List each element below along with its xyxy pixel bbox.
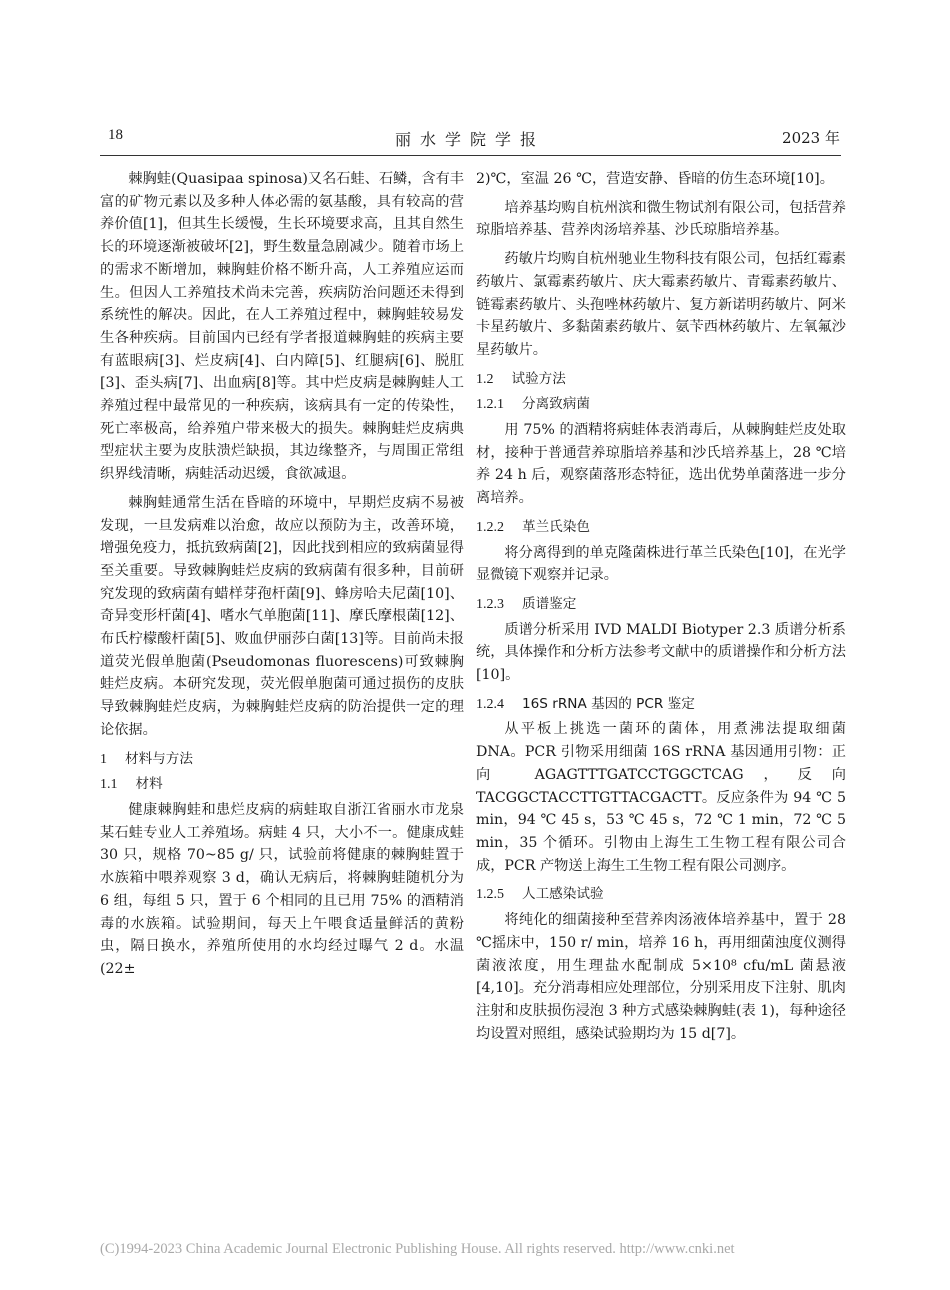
continued-paragraph: 2)℃，室温 26 ℃，营造安静、昏暗的仿生态环境[10]。 [476,171,834,187]
section-title: 材料与方法 [125,750,193,767]
section-number: 1.2 [476,371,494,387]
intro-paragraph-1: 棘胸蛙(Quasipaa spinosa)又名石蛙、石鳞，含有丰富的矿物元素以及多种人体必需的氨基酸，具有较高的营养价值[1]，但其生长缓慢，生长环境要求高，且其自然生长的环境逐渐被破坏[2]，野生数量急剧减少。随着市场上的需求不断增加，棘胸蛙价格不断升高，人工养殖应运而生。但因人工养殖技术尚未完善，疾病防治问题还未得到系统性的解决。因此，在人工养殖过程中，棘胸蛙较易发生各种疾病。目前国内已经有学者报道棘胸蛙的疾病主要有蓝眼病[3]、烂皮病[4]、白内障[5]、红腿病[6]、脱肛[3]、歪头病[7]、出血病[8]等。其中烂皮病是棘胸蛙人工养殖过程中最常见的一种疾病，该病具有一定的传染性，死亡率极高，给养殖户带来极大的损失。棘胸蛙烂皮病典型症状主要为皮肤溃烂缺损，其边缘整齐，与周围正常组织界线清晰，病蛙活动迟缓，食欲减退。 [100,171,464,483]
infection-paragraph: 将纯化的细菌接种至营养肉汤液体培养基中，置于 28 ℃摇床中，150 r/ min，培养 16 h，再用细菌浊度仪测得菌液浓度，用生理盐水配制成 5×10⁸ cfu/mL 菌悬液[4,10]。充分消毒相应处理部位，分别采用皮下注射、肌肉注射和皮肤损伤浸泡 3 种方式感染棘胸蛙(表 1)，每种途径均设置对照组，感染试验期均为 15 d[7]。 [476,912,846,1042]
antibiotic-disks-paragraph: 药敏片均购自杭州驰业生物科技有限公司，包括红霉素药敏片、氯霉素药敏片、庆大霉素药敏片、青霉素药敏片、链霉素药敏片、头孢唑林药敏片、复方新诺明药敏片、阿米卡星药敏片、多黏菌素药敏片、氨苄西林药敏片、左氧氟沙星药敏片。 [476,251,846,358]
section-number: 1.2.1 [476,397,504,413]
section-heading-1-2-4 [476,693,846,717]
section-heading-1-2-5 [476,883,846,907]
section-number: 1.2.4 [476,696,504,712]
section-number: 1 [100,751,107,767]
section-title: 材料 [135,776,163,793]
mass-spec-paragraph: 质谱分析采用 IVD MALDI Biotyper 2.3 质谱分析系统，具体操作和分析方法参考文献中的质谱操作和分析方法[10]。 [476,621,846,684]
left-column [100,168,464,1208]
journal-title: 丽水学院学报 [394,130,545,149]
running-header [100,127,840,151]
materials-paragraph: 健康棘胸蛙和患烂皮病的病蛙取自浙江省丽水市龙泉某石蛙专业人工养殖场。病蛙 4 只，大小不一。健康成蛙 30 只，规格 70~85 g/ 只，试验前将健康的棘胸蛙置于水族箱中喂养观察 3 d，确认无病后，将棘胸蛙随机分为 6 组，每组 5 只，置于 6 个相同的且已用 75% 的酒精消毒的水族箱。试验期间，每天上午喂食适量鲜活的黄粉虫，隔日换水，养殖所使用的水均经过曝气 2 d。水温(22± [100,801,464,977]
section-number: 1.2.2 [476,519,504,535]
section-title: 质谱鉴定 [522,595,577,612]
publication-year: 2023 年 [782,129,840,147]
intro-paragraph-2: 棘胸蛙通常生活在昏暗的环境中，早期烂皮病不易被发现，一旦发病难以治愈，故应以预防为主，改善环境，增强免疫力，抵抗致病菌[2]，因此找到相应的致病菌显得至关重要。导致棘胸蛙烂皮病的致病菌有很多种，目前研究发现的致病菌有蜡样芽孢杆菌[9]、蜂房哈夫尼菌[10]、奇异变形杆菌[4]、嗜水气单胞菌[11]、摩氏摩根菌[12]、布氏柠檬酸杆菌[5]、败血伊丽莎白菌[13]等。目前尚未报道荧光假单胞菌(Pseudomonas fluorescens)可致棘胸蛙烂皮病。本研究发现，荧光假单胞菌可通过损伤的皮肤导致棘胸蛙烂皮病，为棘胸蛙烂皮病的防治提供一定的理论依据。 [100,494,464,738]
section-title: 试验方法 [511,370,566,387]
section-heading-1-2-2 [476,516,846,540]
section-number: 1.2.5 [476,887,504,903]
gram-stain-paragraph: 将分离得到的单克隆菌株进行革兰氏染色[10]，在光学显微镜下观察并记录。 [476,544,846,584]
section-title: 分离致病菌 [522,396,590,413]
section-heading-1-2-1 [476,393,846,417]
right-column [476,168,846,1208]
section-number: 1.2.3 [476,596,504,612]
section-number: 1.1 [100,777,118,793]
page-number: 18 [108,127,123,143]
section-heading-1-2 [476,368,846,392]
pcr-paragraph: 从平板上挑选一菌环的菌体，用煮沸法提取细菌 DNA。PCR 引物采用细菌 16S rRNA 基因通用引物：正向 AGAGTTTGATCCTGGCTCAG，反向 TACGGCTACCTTGTTACGACTT。反应条件为 94 ℃ 5 min，94 ℃ 45 s，53 ℃ 45 s，72 ℃ 1 min，72 ℃ 5 min，35 个循环。引物由上海生工生物工程有限公司合成，PCR 产物送上海生工生物工程有限公司测序。 [476,721,846,874]
isolation-paragraph: 用 75% 的酒精将病蛙体表消毒后，从棘胸蛙烂皮处取材，接种于普通营养琼脂培养基和沙氏培养基上，28 ℃培养 24 h 后，观察菌落形态特征，选出优势单菌落进一步分离培养。 [476,422,846,507]
copyright-footer: (C)1994-2023 China Academic Journal Electronic Publishing House. All rights reserved. http://www.cnki.net [100,1241,735,1257]
header-rule [100,155,841,156]
section-heading-1-2-3 [476,593,846,617]
section-title: 16S rRNA 基因的 PCR 鉴定 [522,695,695,712]
section-title: 革兰氏染色 [522,518,590,535]
section-title: 人工感染试验 [522,886,604,903]
section-heading-1-1 [100,773,464,797]
culture-media-paragraph: 培养基均购自杭州滨和微生物试剂有限公司，包括营养琼脂培养基、营养肉汤培养基、沙氏琼脂培养基。 [476,199,846,239]
section-heading-1 [100,748,464,772]
